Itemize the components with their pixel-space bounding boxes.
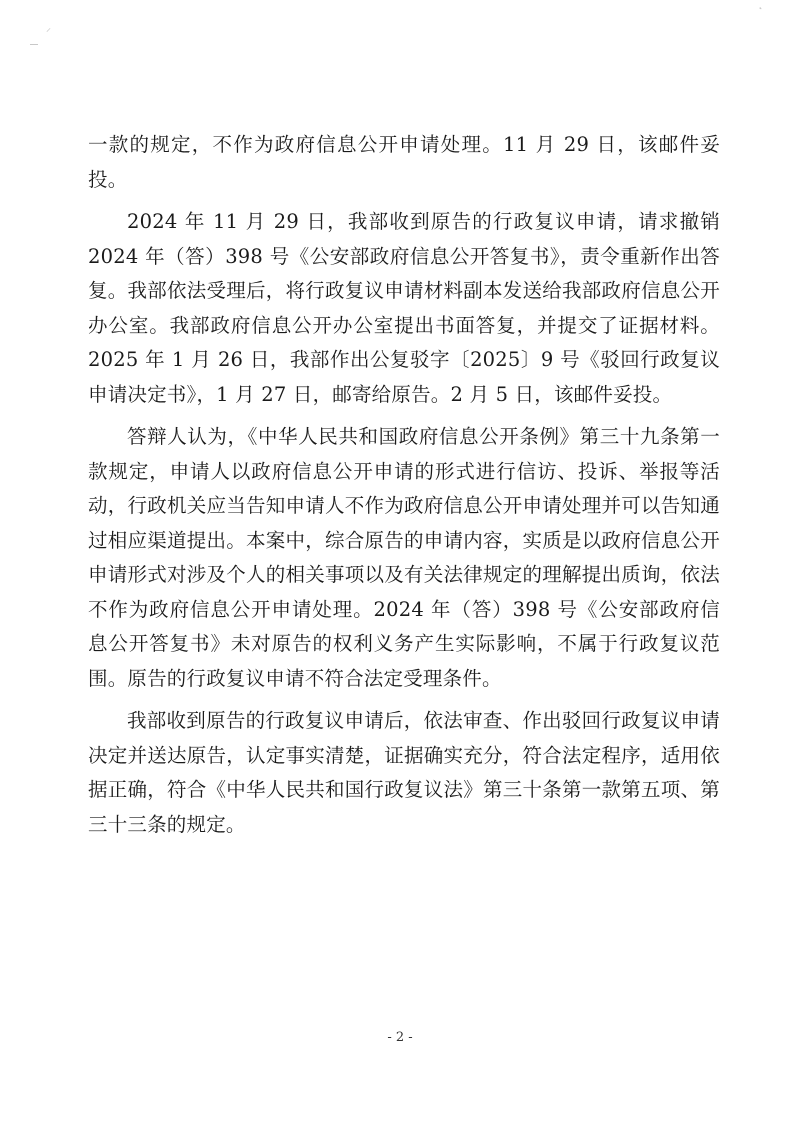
paragraph-2: 2024 年 11 月 29 日，我部收到原告的行政复议申请，请求撤销 2024 年（答）398 号《公安部政府信息公开答复书》，责令重新作出答复。我部依法受理后，将行政复议申请材料副本发送给我部政府信息公开办公室。我部政府信息公开办公室提出书面答复，并提交了证据材料。2025 年 1 月 26 日，我部作出公复驳字〔2025〕9 号《驳回行政复议申请决定书》，1 月 27 日，邮寄给原告。2 月 5 日，该邮件妥投。 xyxy=(88,210,720,406)
scan-speck: ˛ xyxy=(758,0,763,10)
paragraph-3: 答辩人认为，《中华人民共和国政府信息公开条例》第三十九条第一款规定，申请人以政府信息公开申请的形式进行信访、投诉、举报等活动，行政机关应当告知申请人不作为政府信息公开申请处理并可以告知通过相应渠道提出。本案中，综合原告的申请内容，实质是以政府信息公开申请形式对涉及个人的相关事项以及有关法律规定的理解提出质询，依法不作为政府信息公开申请处理。2024 年（答）398 号《公安部政府信息公开答复书》未对原告的权利义务产生实际影响，不属于行政复议范围。原告的行政复议申请不符合法定受理条件。 xyxy=(88,425,720,690)
scan-speck: ⸝ xyxy=(46,23,51,34)
paragraph-4: 我部收到原告的行政复议申请后，依法审查、作出驳回行政复议申请决定并送达原告，认定事实清楚，证据确实充分，符合法定程序，适用依据正确，符合《中华人民共和国行政复议法》第三十条第一款第五项、第三十三条的规定。 xyxy=(88,709,720,836)
paragraph-1: 一款的规定，不作为政府信息公开申请处理。11 月 29 日，该邮件妥投。 xyxy=(88,133,720,191)
page-number: - 2 - xyxy=(387,1030,413,1045)
scan-speck xyxy=(30,44,38,45)
document-body xyxy=(88,128,720,842)
